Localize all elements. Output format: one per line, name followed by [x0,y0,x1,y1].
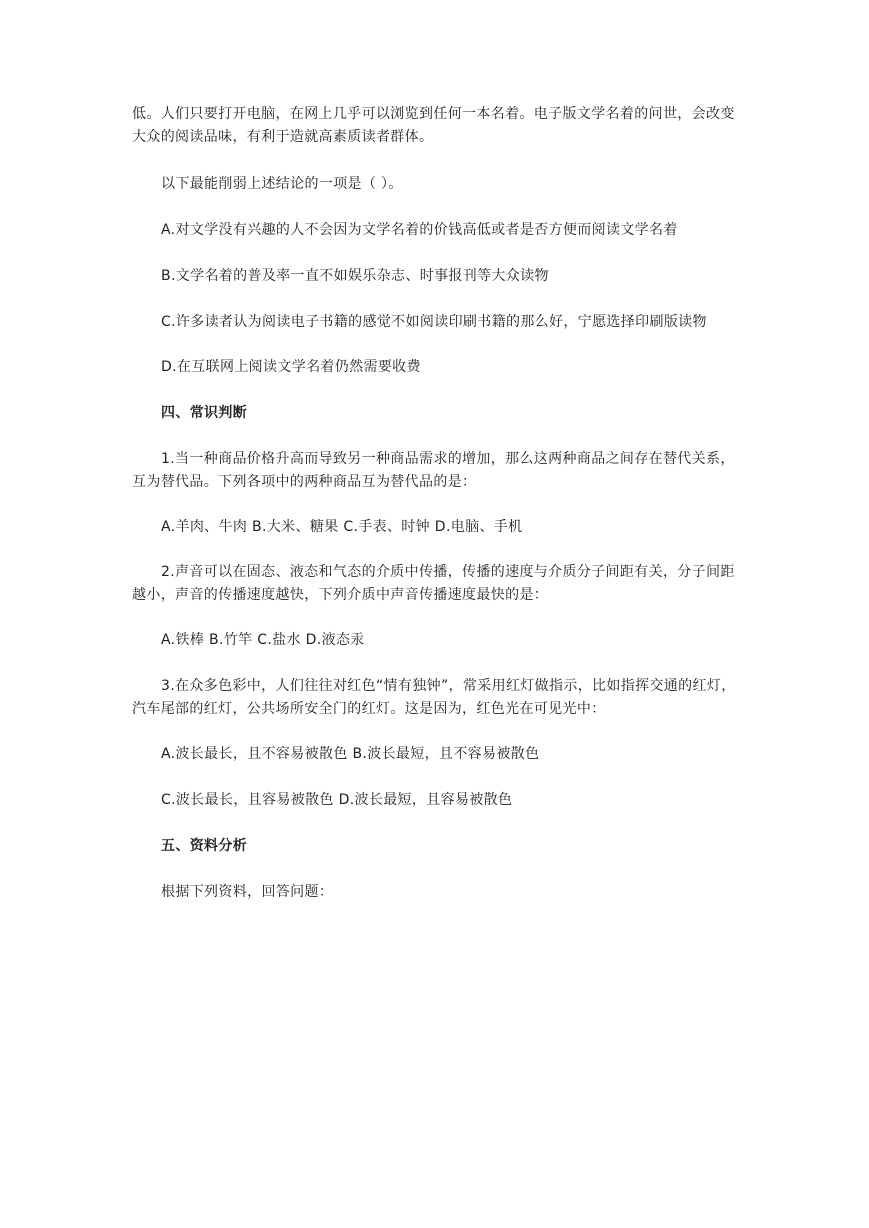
question-3-options-row-2: C.波长最长，且容易被散色 D.波长最短，且容易被散色 [161,792,513,808]
question-1-options: A.羊肉、牛肉 B.大米、糖果 C.手表、时钟 D.电脑、手机 [161,519,523,535]
section-heading-data-analysis: 五、资料分析 [161,838,248,854]
data-analysis-intro: 根据下列资料，回答问题： [161,884,334,900]
option-b: B.文学名着的普及率一直不如娱乐杂志、时事报刊等大众读物 [161,268,549,284]
question-prompt: 以下最能削弱上述结论的一项是（ ）。 [161,176,403,192]
option-d: D.在互联网上阅读文学名着仍然需要收费 [161,359,421,375]
section-heading-common-sense: 四、常识判断 [161,405,248,421]
question-2-options: A.铁棒 B.竹竿 C.盐水 D.液态汞 [161,632,365,648]
question-2: 2.声音可以在固态、液态和气态的介质中传播，传播的速度与介质分子间距有关，分子间距越小，声音的传播速度越快，下列介质中声音传播速度最快的是： [132,564,735,603]
question-3-options-row-1: A.波长最长，且不容易被散色 B.波长最短，且不容易被散色 [161,746,540,762]
question-1: 1.当一种商品价格升高而导致另一种商品需求的增加，那么这两种商品之间存在替代关系，互为替代品。下列各项中的两种商品互为替代品的是： [132,451,735,490]
option-a: A.对文学没有兴趣的人不会因为文学名着的价钱高低或者是否方便而阅读文学名着 [161,222,678,238]
option-c: C.许多读者认为阅读电子书籍的感觉不如阅读印刷书籍的那么好，宁愿选择印刷版读物 [161,314,707,330]
continuation-paragraph: 低。人们只要打开电脑，在网上几乎可以浏览到任何一本名着。电子版文学名着的问世，会改变大众的阅读品味，有利于造就高素质读者群体。 [132,106,735,145]
question-3: 3.在众多色彩中，人们往往对红色“情有独钟”，常采用红灯做指示，比如指挥交通的红灯，汽车尾部的红灯，公共场所安全门的红灯。这是因为，红色光在可见光中： [132,678,736,717]
